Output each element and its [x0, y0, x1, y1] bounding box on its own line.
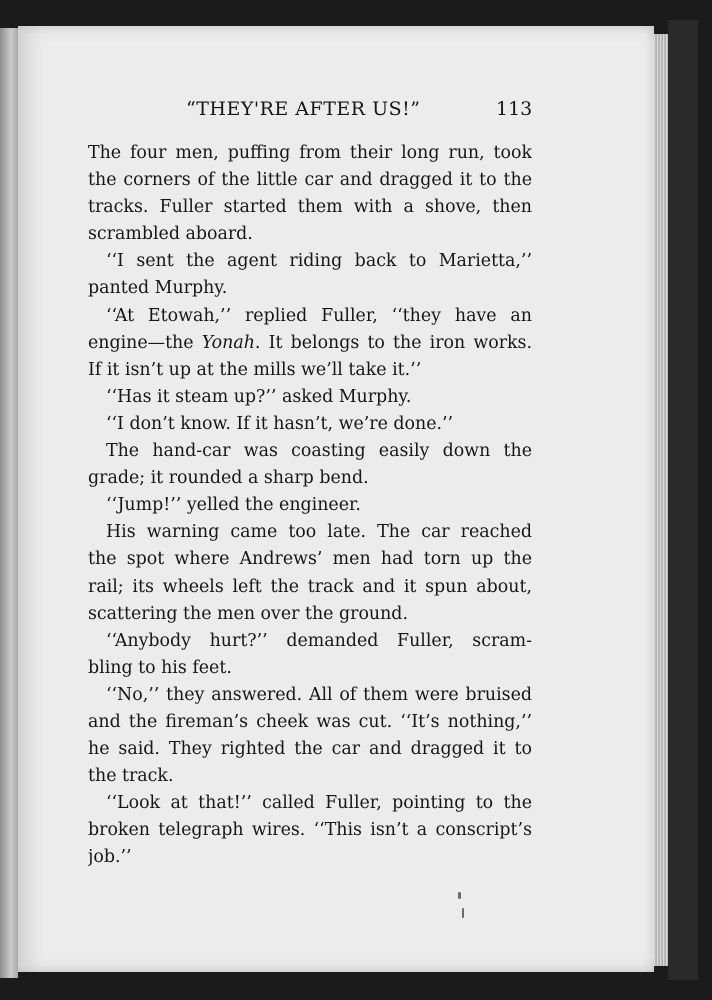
left-page-edge — [0, 28, 18, 978]
text-line: bling to his feet. — [88, 657, 232, 678]
text-line: rail; its wheels left the track and it spun about, — [88, 576, 532, 597]
text-line: ‘‘Has it steam up?’’ asked Murphy. — [106, 386, 412, 407]
text-line: broken telegraph wires. ‘‘This isn’t a conscript’s — [88, 820, 532, 841]
text-line: ‘‘Anybody hurt?’’ demanded Fuller, scram- — [106, 630, 532, 651]
running-head: “THEY'RE AFTER US!” — [186, 98, 421, 120]
text-line: ‘‘No,’’ they answered. All of them were bruised — [106, 684, 532, 705]
text-line: ‘‘At Etowah,’’ replied Fuller, ‘‘they have an — [106, 305, 532, 326]
text-line: scrambled aboard. — [88, 224, 253, 245]
text-line: If it isn’t up at the mills we’ll take it.’’ — [88, 359, 422, 380]
text-line: he said. They righted the car and dragged it to — [88, 739, 532, 760]
text-fragment: . It belongs to the iron works. — [254, 332, 532, 353]
text-line: ‘‘I don’t know. If it hasn’t, we’re done.’’ — [106, 413, 454, 434]
text-line: grade; it rounded a sharp bend. — [88, 468, 369, 489]
italic-text: Yonah — [201, 332, 255, 353]
text-line: The four men, puffing from their long run, took — [88, 143, 532, 163]
page-number: 113 — [496, 98, 533, 120]
body-text — [88, 140, 532, 872]
text-line: the spot where Andrews’ men had torn up the — [88, 549, 532, 570]
text-line: job.’’ — [88, 847, 132, 868]
paper-speck — [458, 892, 461, 899]
paper-speck — [462, 908, 464, 918]
text-line: His warning came too late. The car reached — [106, 522, 532, 543]
text-line: ‘‘I sent the agent riding back to Marietta,’’ — [106, 251, 532, 272]
page-stack-edge — [654, 34, 668, 966]
text-line: the track. — [88, 766, 174, 787]
text-line: ‘‘Look at that!’’ called Fuller, pointing to the — [106, 793, 532, 814]
text-line: ‘‘Jump!’’ yelled the engineer. — [106, 495, 361, 516]
text-line-with-italic — [88, 330, 532, 357]
text-line: the corners of the little car and dragged it to the — [88, 170, 532, 191]
text-line: panted Murphy. — [88, 278, 228, 299]
text-line: and the fireman’s cheek was cut. ‘‘It’s nothing,’’ — [88, 711, 532, 732]
book-cover-edge — [668, 20, 698, 980]
text-line: tracks. Fuller started them with a shove, then — [88, 197, 532, 218]
text-line: scattering the men over the ground. — [88, 603, 408, 624]
page-header — [0, 98, 712, 126]
text-fragment: engine—the — [88, 332, 202, 353]
text-line: The hand-car was coasting easily down the — [106, 441, 532, 462]
